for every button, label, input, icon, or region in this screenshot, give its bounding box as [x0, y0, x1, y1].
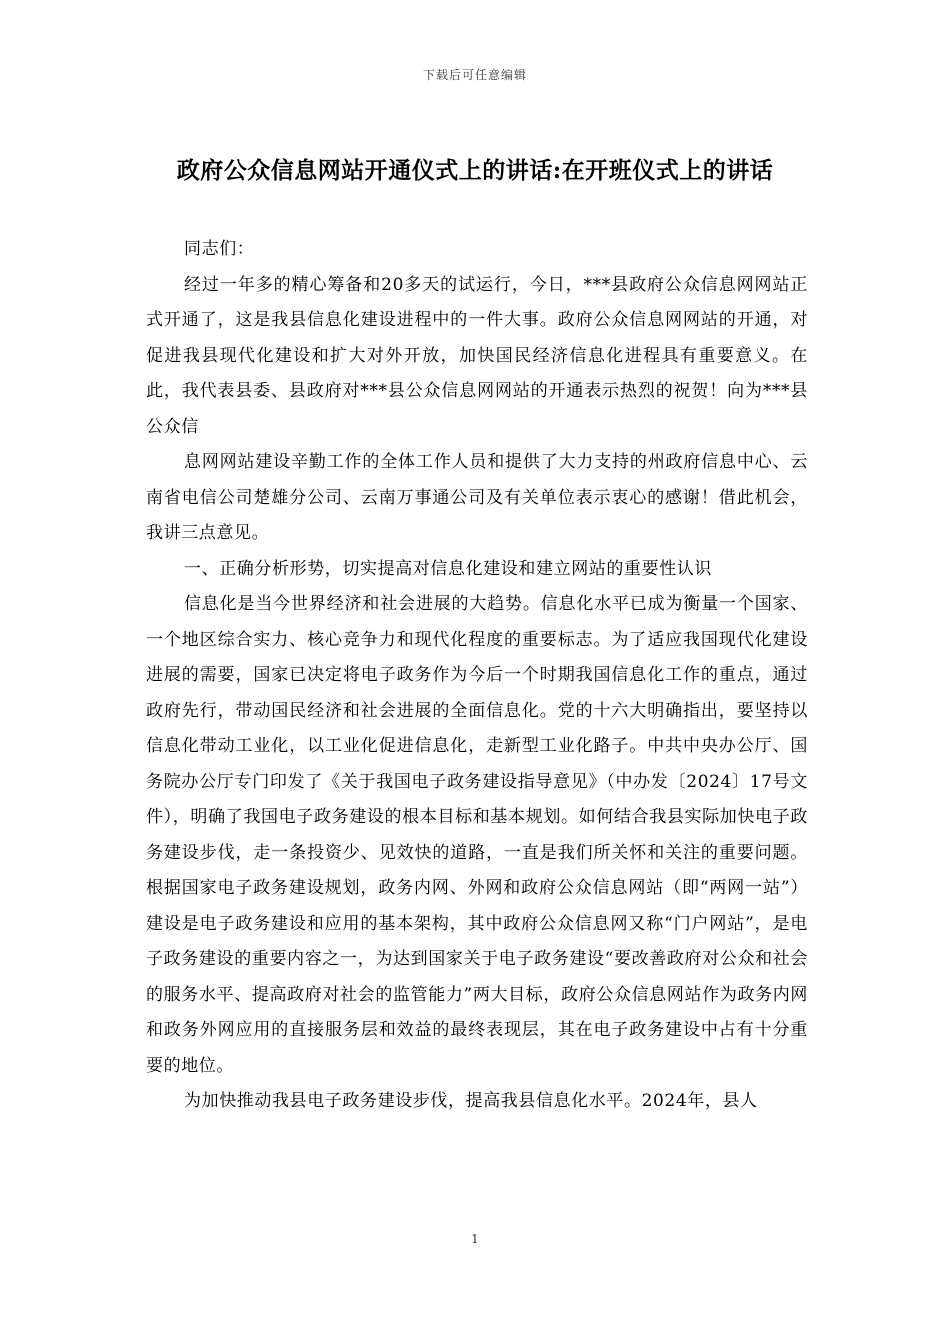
paragraph-salutation: 同志们： [184, 239, 255, 259]
paragraph: 息网网站建设辛勤工作的全体工作人员和提供了大力支持的州政府信息中心、云南省电信公司楚雄分公司、云南万事通公司及有关单位表示衷心的感谢！借此机会，我讲三点意见。 [146, 452, 808, 543]
paragraph: 信息化是当今世界经济和社会进展的大趋势。信息化水平已成为衡量一个国家、一个地区综合实力、核心竞争力和现代化程度的重要标志。为了适应我国现代化建设进展的需要，国家已决定将电子政务作为今后一个时期我国信息化工作的重点，通过政府先行，带动国民经济和社会进展的全面信息化。党的十六大明确指出，要坚持以信息化带动工业化，以工业化促进信息化，走新型工业化路子。中共中央办公厅、国务院办公厅专门印发了《关于我国电子政务建设指导意见》（中办发〔2024〕17号文件），明确了我国电子政务建设的根本目标和基本规划。如何结合我县实际加快电子政务建设步伐，走一条投资少、见效快的道路，一直是我们所关怀和关注的重要问题。根据国家电子政务建设规划，政务内网、外网和政府公众信息网站（即“两网一站”）建设是电子政务建设和应用的基本架构，其中政府公众信息网又称“门户网站”，是电子政务建设的重要内容之一，为达到国家关于电子政务建设“要改善政府对公众和社会的服务水平、提高政府对社会的监管能力”两大目标，政府公众信息网站作为政务内网和政务外网应用的直接服务层和效益的最终表现层，其在电子政务建设中占有十分重要的地位。 [146, 594, 808, 1076]
section-heading: 一、正确分析形势，切实提高对信息化建设和建立网站的重要性认识 [184, 558, 712, 579]
page-number: 1 [471, 1232, 479, 1246]
document-title: 政府公众信息网站开通仪式上的讲话:在开班仪式上的讲话 [176, 157, 774, 184]
page-header-note: 下载后可任意编辑 [422, 68, 527, 82]
paragraph: 经过一年多的精心筹备和20多天的试运行，今日，***县政府公众信息网网站正式开通了，这是我县信息化建设进程中的一件大事。政府公众信息网网站的开通，对促进我县现代化建设和扩大对外开放，加快国民经济信息化进程具有重要意义。在此，我代表县委、县政府对***县公众信息网网站的开通表示热烈的祝贺！向为***县公众信 [146, 274, 808, 437]
paragraph: 为加快推动我县电子政务建设步伐，提高我县信息化水平。2024年，县人 [184, 1091, 758, 1111]
document-body [146, 232, 808, 1120]
